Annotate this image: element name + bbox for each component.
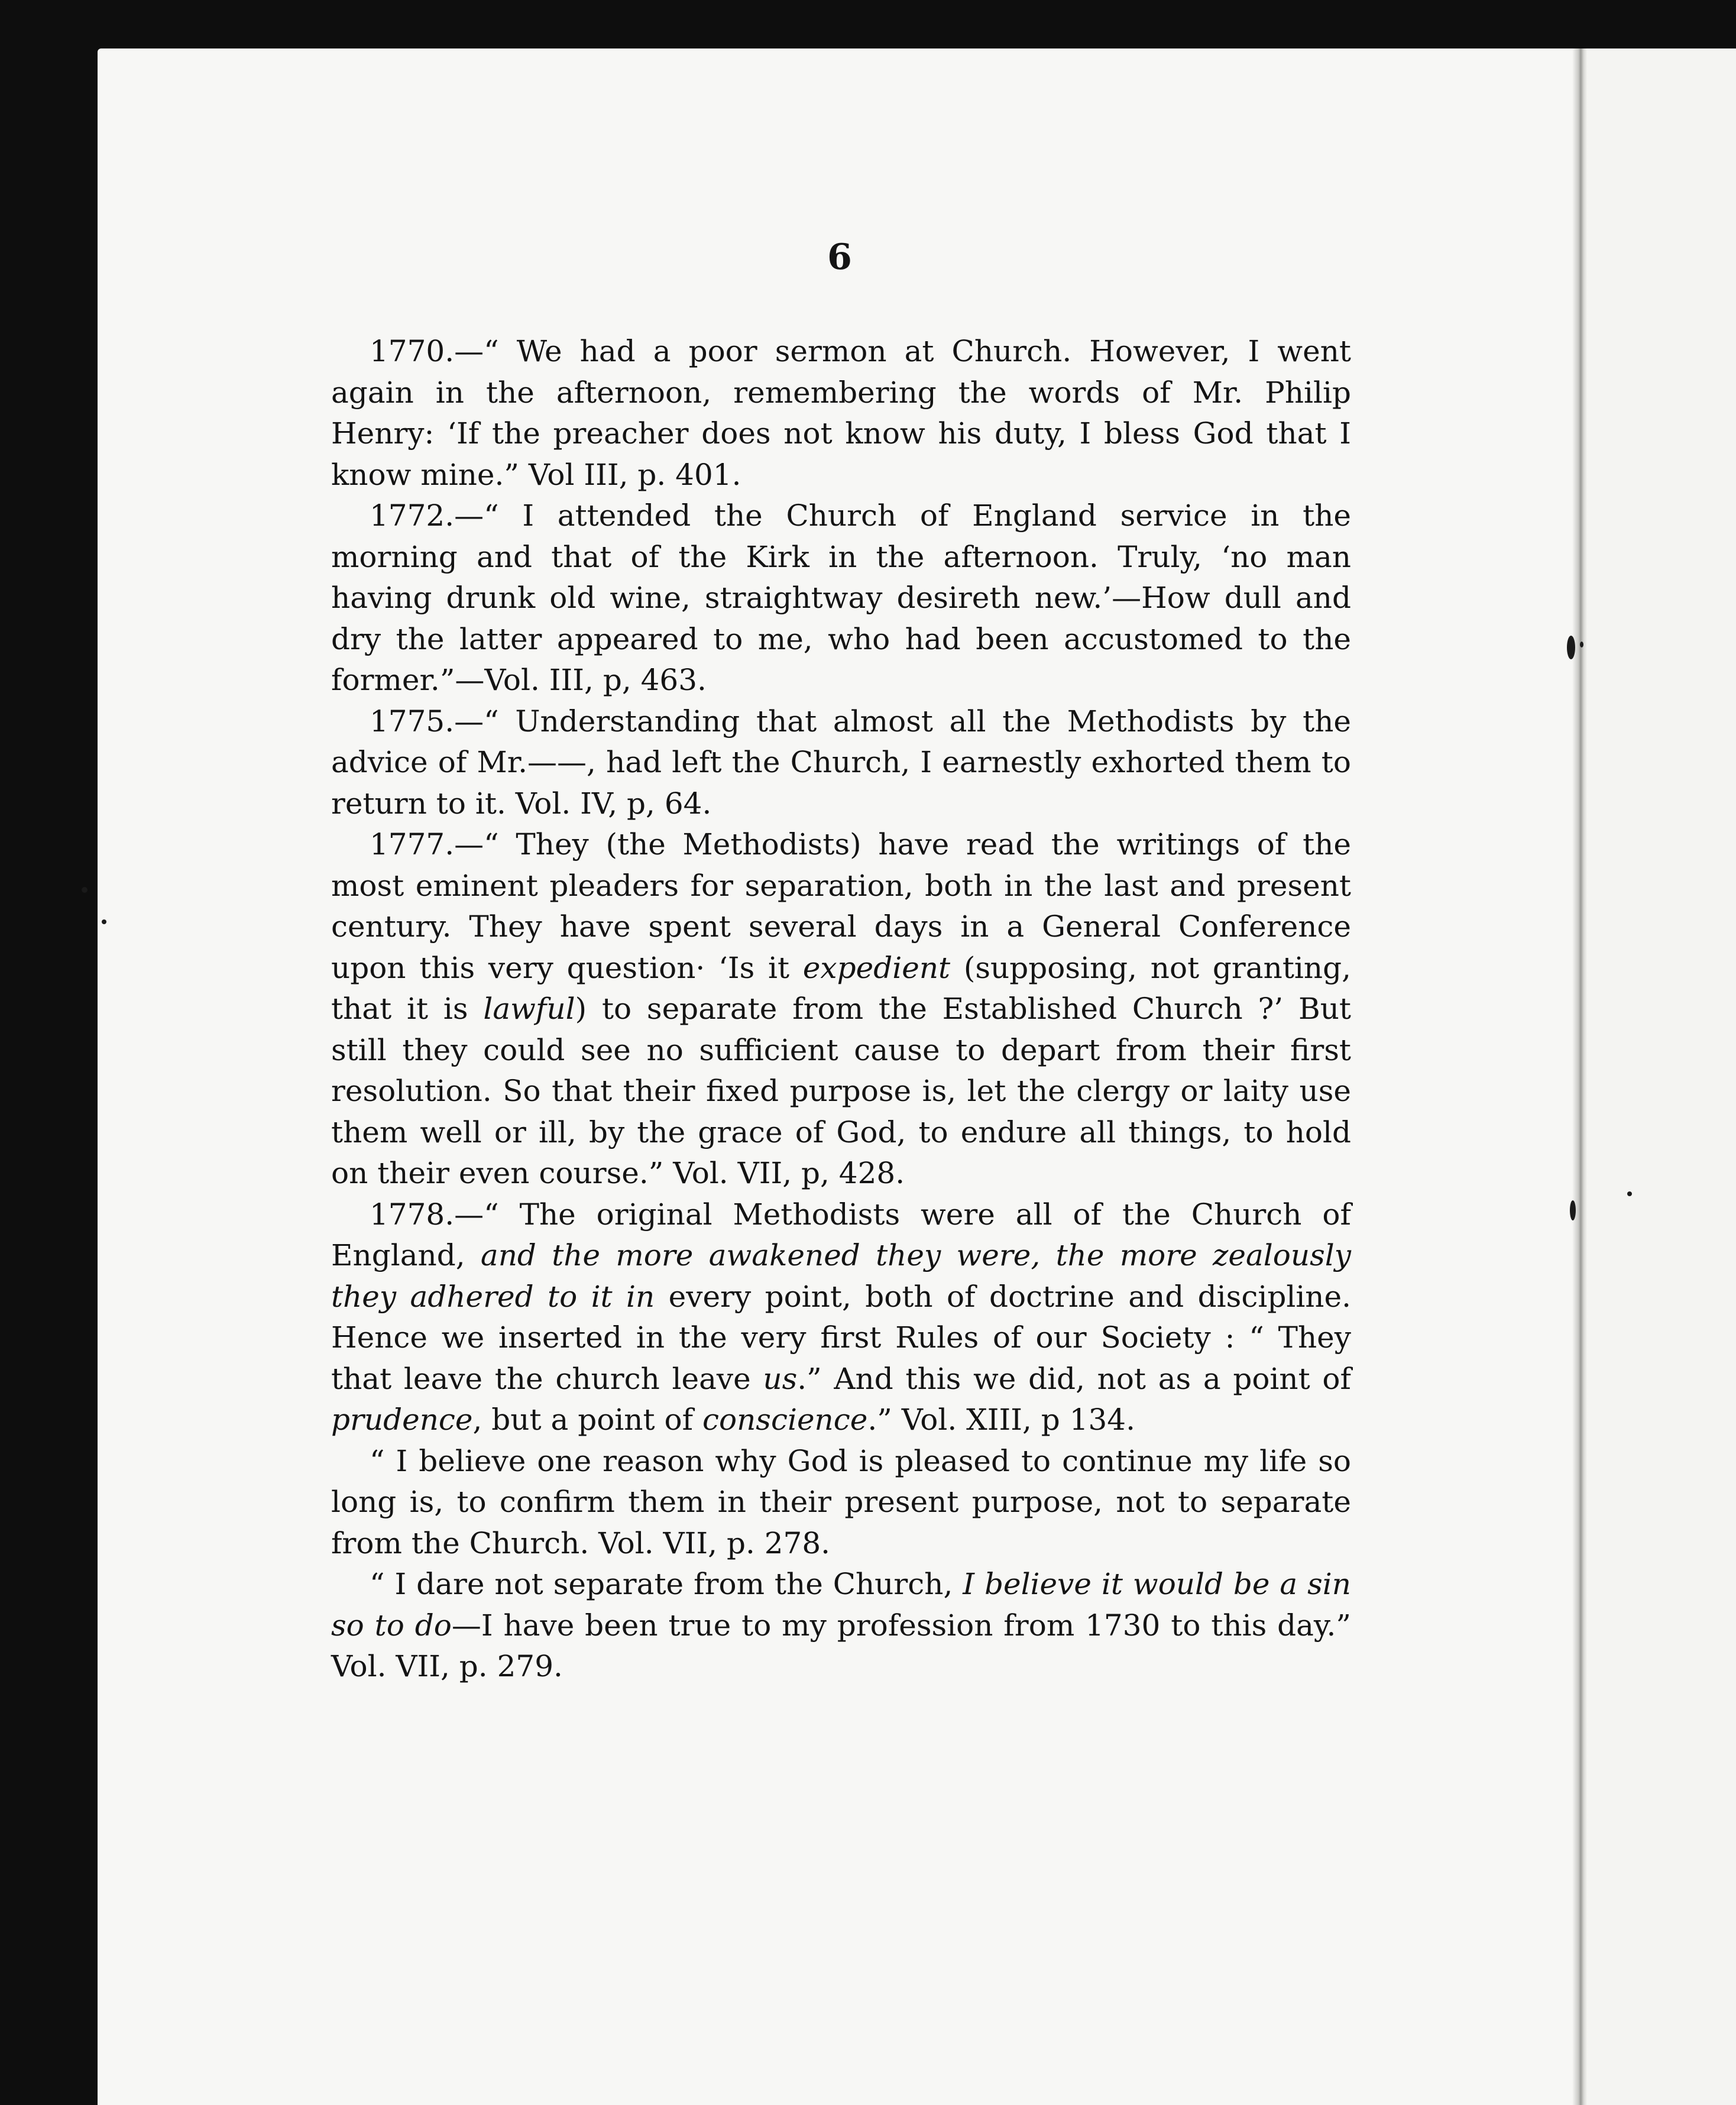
italic-text: lawful (483, 992, 575, 1026)
journal-entry (331, 331, 1351, 496)
page-gutter (1572, 48, 1588, 2105)
journal-entry (331, 701, 1351, 825)
page-number: 6 (827, 237, 852, 278)
text-segment: 1772.—“ I attended the Church of England service in the morning and that of the Kirk in the afternoon. Truly, ‘no man having drunk old wine, straightway desireth new.’—How dull and dry the latter appeared to me, who had been accustomed to the former.”—Vol. III, p, 463. (331, 498, 1351, 697)
scan-speck (82, 887, 88, 893)
text-segment: “ I believe one reason why God is pleased to continue my life so long is, to confirm them in their present purpose, not to separate from the Church. Vol. VII, p. 278. (331, 1443, 1351, 1560)
scan-speck (1570, 1200, 1576, 1220)
text-segment: .” Vol. XIII, p 134. (867, 1403, 1135, 1437)
text-segment: 1778.—“ The original Methodists were all of the Church of England, (331, 1197, 1351, 1272)
text-segment: ) to separate from the Established Church ?’ But still they could see no sufficient cause to depart from their first resolution. So that their fixed purpose is, let the clergy or laity use them well or ill, by the grace of God, to endure all things, to hold on their even course.” Vol. VII, p, 428. (331, 992, 1351, 1190)
italic-text: conscience (702, 1403, 868, 1437)
text-segment: 1770.—“ We had a poor sermon at Church. However, I went again in the afternoon, remembering the words of Mr. Philip Henry: ‘If the preacher does not know his duty, I bless God that I know mine.” Vol III, p. 401. (331, 334, 1351, 492)
italic-text: and the more awakened they were, the more zealously they adhered to it in (331, 1238, 1351, 1314)
scan-speck (1567, 636, 1575, 659)
italic-text: prudence (331, 1403, 473, 1437)
scan-speck (1580, 642, 1583, 647)
text-segment: every point, both of doctrine and discipline. Hence we inserted in the very first Rules of our Society : “ They that leave the church leave (331, 1279, 1351, 1396)
journal-entry (331, 1194, 1351, 1441)
text-segment: 1775.—“ Understanding that almost all the Methodists by the advice of Mr.——, had left the Church, I earnestly exhorted them to return to it. Vol. IV, p, 64. (331, 704, 1351, 821)
text-segment: , but a point of (472, 1403, 702, 1437)
text-segment: (supposing, not granting, that it is (331, 950, 1351, 1026)
right-page-edge (1588, 48, 1736, 2105)
journal-entry (331, 1564, 1351, 1688)
scan-speck (1627, 1191, 1632, 1196)
journal-extracts (331, 331, 1351, 1688)
journal-entry (331, 1441, 1351, 1565)
text-segment: “ I dare not separate from the Church, (370, 1567, 963, 1601)
text-segment: 1777.—“ They (the Methodists) have read the writings of the most eminent pleaders for separation, both in the last and present century. They have spent several days in a General Conference upon this very question· ‘Is it (331, 827, 1351, 985)
italic-text: expedient (802, 950, 951, 985)
journal-entry (331, 496, 1351, 701)
scan-speck (102, 919, 106, 924)
italic-text: I believe it would be a sin so to do (331, 1567, 1352, 1643)
italic-text: us (763, 1361, 798, 1396)
text-segment: .” And this we did, not as a point of (797, 1361, 1351, 1396)
journal-entry (331, 824, 1351, 1194)
text-segment: —I have been true to my profession from 1730 to this day.” Vol. VII, p. 279. (331, 1608, 1351, 1683)
